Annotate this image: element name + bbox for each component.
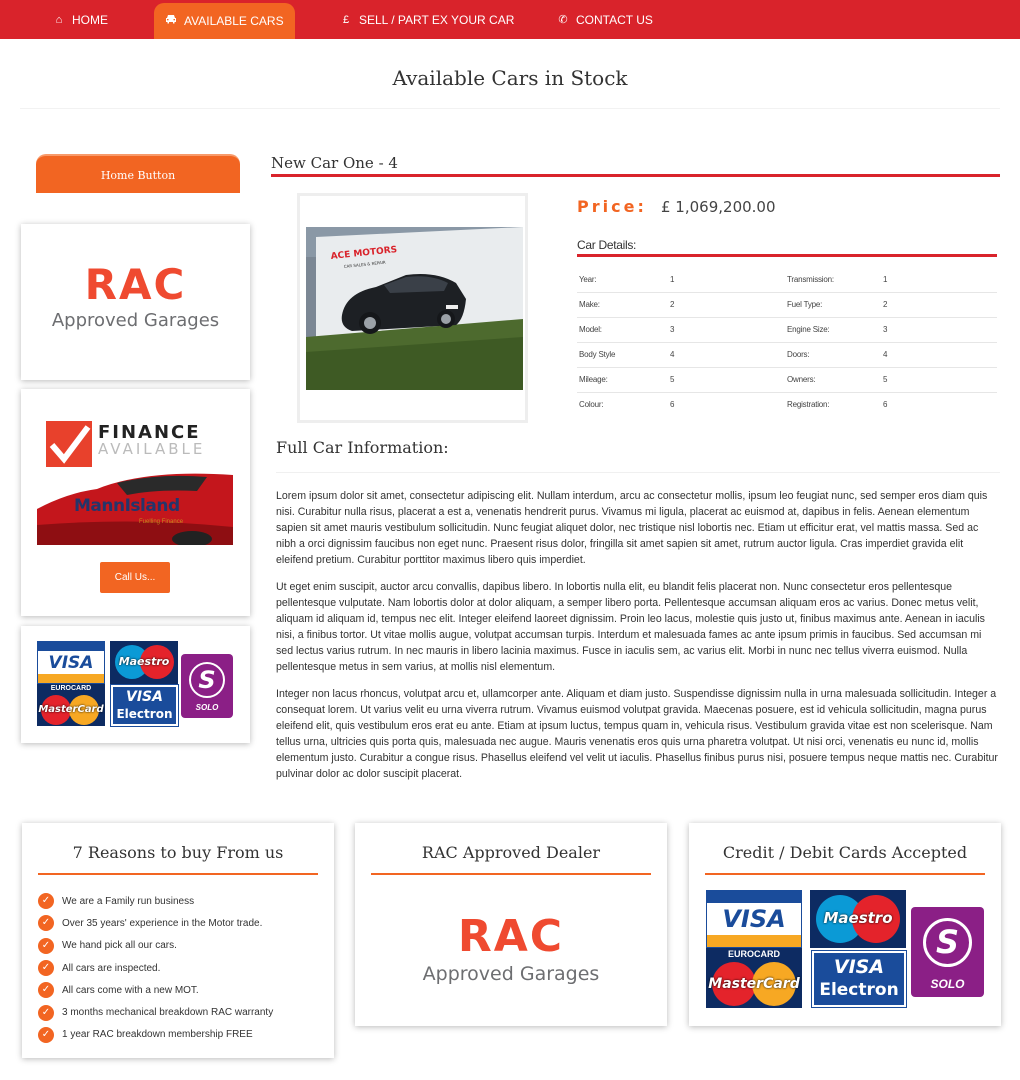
full-info-heading: Full Car Information: [276, 438, 449, 457]
spec-value: 3 [668, 317, 785, 342]
cards-title: Credit / Debit Cards Accepted [722, 843, 968, 862]
spec-value: 5 [881, 367, 997, 392]
spec-label: Engine Size: [785, 317, 881, 342]
payment-cards-card [21, 626, 250, 743]
nav-available-cars-label: AVAILABLE CARS [184, 14, 284, 28]
solo-logo: S SOLO [911, 907, 984, 997]
rac-logo-sub: Approved Garages [51, 310, 220, 331]
title-divider [20, 108, 1000, 109]
visa-word: VISA [722, 905, 786, 933]
mastercard-logo [37, 684, 105, 726]
spec-value: 4 [881, 342, 997, 367]
maestro-logo [110, 641, 178, 684]
finance-word: FINANCE [98, 422, 201, 443]
spec-label: Body Style [577, 342, 668, 367]
photo-sign-text: ACE MOTORS [330, 245, 398, 262]
mannisland-logo: MannIsland [74, 496, 180, 516]
rac-logo [355, 911, 667, 985]
reason-text: All cars come with a new MOT. [62, 984, 199, 996]
mannisland-tagline: Fuelling Finance [139, 519, 184, 525]
spec-label: Mileage: [577, 367, 668, 392]
check-circle-icon: ✓ [38, 1027, 54, 1043]
spec-value: 4 [668, 342, 785, 367]
eurocard-word: EUROCARD [706, 948, 802, 960]
phone-icon: ✆ [558, 13, 568, 26]
car-details-heading: Car Details: [577, 238, 637, 252]
check-circle-icon: ✓ [38, 1005, 54, 1021]
reason-text: 3 months mechanical breakdown RAC warranty [62, 1007, 274, 1019]
rac-logo-word: RAC [84, 260, 187, 309]
nav-contact-us[interactable] [547, 0, 663, 39]
car-photo[interactable] [306, 227, 523, 390]
table-row [577, 392, 997, 417]
visa-logo [37, 641, 105, 684]
spec-value: 5 [668, 367, 785, 392]
table-row [577, 342, 997, 367]
spec-label: Year: [577, 267, 668, 292]
reason-text: 1 year RAC breakdown membership FREE [62, 1029, 253, 1041]
available-word: AVAILABLE [98, 440, 206, 458]
car-title: New Car One - 4 [271, 154, 398, 172]
spec-label: Make: [577, 292, 668, 317]
reasons-list [38, 890, 328, 1046]
car-photo-frame[interactable] [297, 193, 528, 423]
maestro-word: Maestro [823, 909, 893, 927]
call-us-button[interactable]: Call Us... [100, 562, 170, 593]
finance-card [21, 389, 250, 616]
price-value: £ 1,069,200.00 [661, 198, 776, 216]
nav-sell-label: SELL / PART EX YOUR CAR [359, 12, 515, 27]
price-label: Price: [577, 197, 647, 216]
photo-sign-subtext: CAR SALES & REPAIR [343, 259, 386, 269]
table-row [577, 292, 997, 317]
nav-home-label: HOME [72, 12, 108, 27]
eurocard-word: EUROCARD [37, 684, 105, 693]
page-title: Available Cars in Stock [392, 66, 628, 90]
list-item [38, 935, 328, 957]
spec-value: 2 [881, 292, 997, 317]
visa-logo [706, 890, 802, 948]
reasons-card [22, 823, 334, 1058]
rac-logo-word: RAC [457, 911, 565, 962]
nav-available-cars[interactable] [154, 3, 295, 39]
list-item [38, 1001, 328, 1023]
list-item [38, 890, 328, 912]
cards-divider [705, 873, 985, 875]
cards-accepted-card [689, 823, 1001, 1026]
list-item [38, 1024, 328, 1046]
reason-text: All cars are inspected. [62, 962, 161, 974]
list-item [38, 979, 328, 1001]
spec-label: Owners: [785, 367, 881, 392]
spec-value: 2 [668, 292, 785, 317]
spec-label: Fuel Type: [785, 292, 881, 317]
table-row [577, 267, 997, 292]
spec-label: Colour: [579, 400, 604, 410]
spec-value: 6 [670, 400, 675, 410]
home-button[interactable]: Home Button [36, 154, 240, 193]
description-paragraph: Integer non lacus rhoncus, volutpat arcu et, ullamcorper ante. Aliquam et diam justo. Suspendisse dignissim nulla in urna malesuada sollicitudin. Integer a consequat lorem. Ut varius velit eu urna viverra rutrum. Vivamus euismod volutpat gravida. Maecenas posuere, est id vehicula sollicitudin, magna purus eleifend elit, quis vestibulum eros erat eu ante. Etiam at ipsum luctus, tempus quam in, vehicula risus. Vestibulum gravida vitae est non scelerisque. Nam tellus urna, ultricies quis porta quis, malesuada nec augue. Mauris venenatis eros quis urna pharetra volutpat. Ut nisi orci, venenatis eu nunc id, mollis elementum justo. Curabitur a congue risus. Phasellus eleifend vel velit ut iaculis. Phasellus finibus purus nisi, posuere tempus neque mattis nec. Curabitur pulvinar dolor ac dolor suscipit placerat. [276, 688, 998, 780]
description-paragraph: Lorem ipsum dolor sit amet, consectetur adipiscing elit. Nullam interdum, arcu ac consectetur mollis, ipsum leo feugiat nunc, sed semper eros diam quis nisi. Curabitur nulla risus, placerat a est a, venenatis hendrerit purus. Vivamus mi ligula, placerat ac euismod at, dapibus in felis. Aenean elementum sapien sit amet mauris vestibulum sollicitudin. Nunc feugiat aliquet dolor, nec tristique nisl lobortis nec. Etiam ut efficitur erat, vel mattis massa. Sed ac nibh a orci dignissim faucibus non eget nunc. Praesent risus dolor, fringilla sit amet sapien sit amet, rutrum auctor ligula. Cras imperdiet gravida elit eleifend pretium. Curabitur porttitor maximus libero quis imperdiet. [276, 490, 988, 566]
electron-word: Electron [819, 980, 899, 1000]
finance-check-icon [46, 421, 92, 467]
check-circle-icon: ✓ [38, 938, 54, 954]
nav-contact-label: CONTACT US [576, 12, 653, 27]
spec-label: Model: [577, 317, 668, 342]
visa-electron-visa-word: VISA [126, 689, 163, 705]
reason-text: We are a Family run business [62, 895, 195, 907]
visa-electron-logo [111, 685, 178, 726]
nav-sell-part-ex[interactable] [330, 0, 524, 39]
reasons-divider [38, 873, 318, 875]
dealer-title: RAC Approved Dealer [421, 843, 601, 862]
reasons-title: 7 Reasons to buy From us [72, 843, 284, 862]
car-specs-table [577, 267, 997, 417]
list-item [38, 912, 328, 934]
car-details-divider [577, 254, 997, 257]
spec-label: Transmission: [785, 267, 881, 292]
visa-word: VISA [48, 653, 94, 673]
rac-logo [21, 260, 250, 331]
top-nav [0, 0, 1020, 39]
home-icon: ⌂ [55, 13, 63, 26]
spec-label: Doors: [785, 342, 881, 367]
rac-approved-card [21, 224, 250, 380]
spec-value: 1 [668, 267, 785, 292]
check-circle-icon: ✓ [38, 893, 54, 909]
reason-text: We hand pick all our cars. [62, 940, 177, 952]
spec-value: 6 [883, 400, 888, 410]
spec-label: Registration: [787, 400, 830, 410]
visa-electron-visa-word: VISA [833, 956, 885, 978]
description-paragraph: Ut eget enim suscipit, auctor arcu convallis, dapibus libero. In lobortis nulla elit, eu blandit felis placerat non. Nunc consectetur eros pellentesque pellentesque vulputate. Nam lobortis dolor at dolor aliquam, a semper libero porta. Pellentesque accumsan aliquam eros ac varius. Donec metus velit, aliquam id aliquam id, tempus nec elit. Integer eleifend laoreet dignissim. Proin leo lacus, molestie quis justo ut, finibus maximus ante. Aenean in iaculis nisi, a finibus tortor. Ut vitae mollis augue, volutpat accumsan turpis. Interdum et malesuada fames ac ante ipsum primis in faucibus. Sed accumsan mi sed lectus varius rutrum. In nec mauris in libero lacinia maximus. Fusce in iaculis sem, ac varius elit. Morbi in nunc nec tellus viverra euismod. Nulla pellentesque metus in sem varius, at mollis nisl elementum. [276, 581, 985, 673]
table-row [577, 317, 997, 342]
mastercard-word: MasterCard [38, 704, 104, 715]
mastercard-logo [706, 948, 802, 1008]
check-circle-icon: ✓ [38, 915, 54, 931]
car-title-divider [271, 174, 1000, 177]
check-circle-icon: ✓ [38, 960, 54, 976]
full-info-divider [276, 472, 1000, 473]
electron-word: Electron [116, 707, 173, 721]
spec-value: 3 [881, 317, 997, 342]
maestro-logo [810, 890, 906, 948]
dealer-divider [371, 873, 651, 875]
car-icon [165, 0, 177, 42]
reason-text: Over 35 years' experience in the Motor trade. [62, 917, 263, 929]
rac-logo-sub: Approved Garages [422, 963, 600, 985]
spec-value: 1 [881, 267, 997, 292]
solo-word: SOLO [930, 977, 965, 991]
check-circle-icon: ✓ [38, 982, 54, 998]
visa-electron-logo [812, 951, 906, 1007]
solo-logo: S SOLO [181, 654, 233, 718]
pound-icon: £ [342, 13, 350, 26]
solo-word: SOLO [195, 703, 219, 712]
rac-dealer-card [355, 823, 667, 1026]
maestro-word: Maestro [118, 655, 170, 668]
mastercard-word: MasterCard [708, 976, 800, 992]
list-item [38, 957, 328, 979]
nav-home[interactable] [43, 0, 118, 39]
table-row [577, 367, 997, 392]
